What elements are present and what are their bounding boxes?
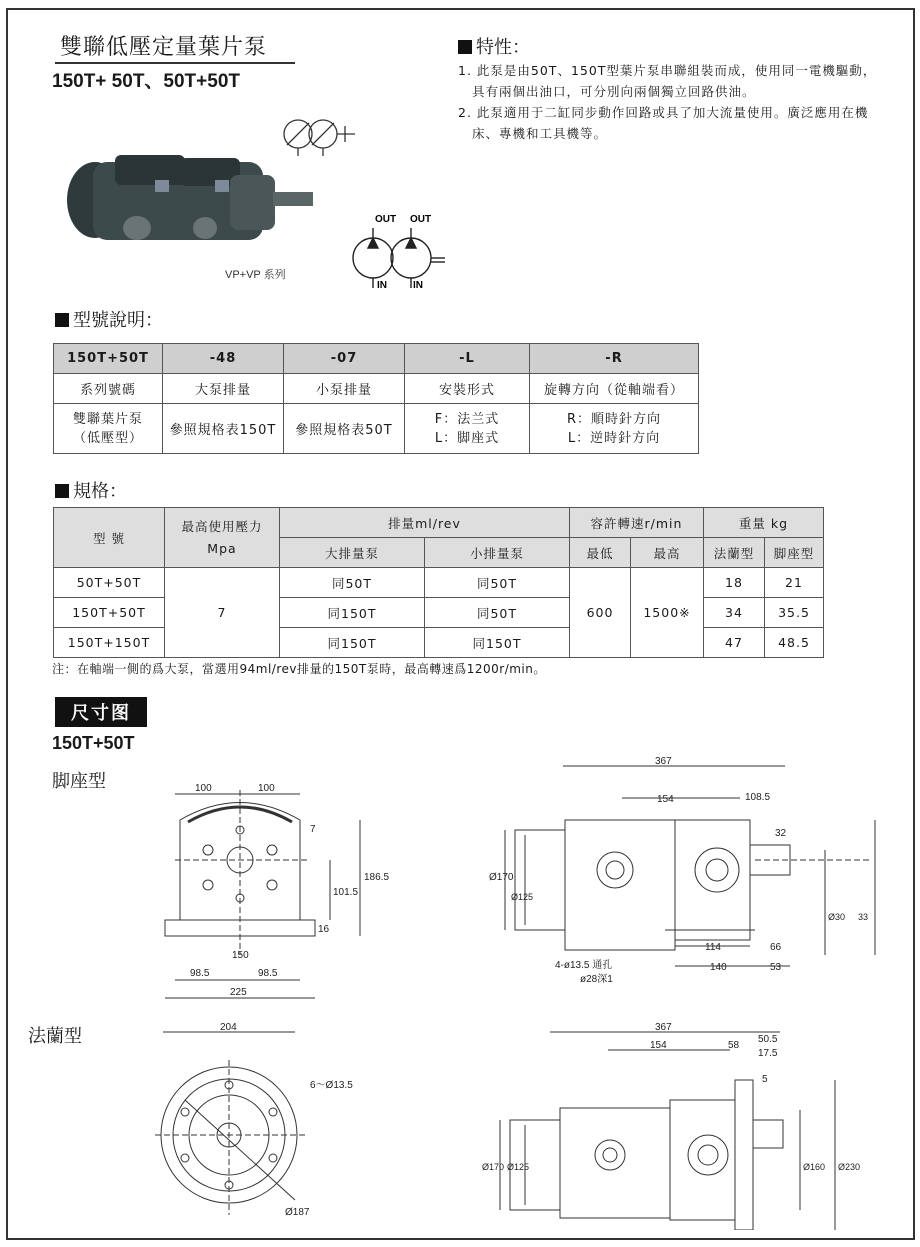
title-underline <box>55 62 295 64</box>
pump-body <box>67 155 313 240</box>
table-row: 50T+50T 7 同50T 同50T 600 1500※ 18 21 <box>54 568 824 598</box>
model-desc: R：順時針方向 L：逆時針方向 <box>530 404 699 454</box>
dim-label: 154 <box>650 1040 667 1051</box>
double-pump-symbol-icon <box>353 228 445 288</box>
dim-label: 367 <box>655 1022 672 1033</box>
dim-label: 100 <box>258 783 275 794</box>
dim-label: 16 <box>318 924 330 935</box>
features-heading: 特性： <box>458 33 530 59</box>
dim-label: Ø230 <box>838 1162 861 1172</box>
product-title-cn: 雙聯低壓定量葉片泵 <box>60 35 268 60</box>
dim-label: 186.5 <box>364 872 390 883</box>
spec-speed-max: 1500※ <box>631 568 704 658</box>
model-code: -07 <box>284 344 405 374</box>
model-code: -R <box>530 344 699 374</box>
foot-front-drawing <box>150 780 390 1010</box>
pump-symbol-small-icon <box>284 120 355 156</box>
spec-subheader: 大排量泵 <box>280 538 425 568</box>
symbol-in-2: IN <box>413 280 423 291</box>
dim-label: Ø170 <box>482 1162 505 1172</box>
photo-caption: VP+VP 系列 <box>225 269 286 281</box>
dimension-label: 尺寸图 <box>55 697 147 727</box>
dim-label: 98.5 <box>190 968 210 979</box>
dim-label: 98.5 <box>258 968 278 979</box>
model-name: 大泵排量 <box>163 374 284 404</box>
symbol-in-1: IN <box>377 280 387 291</box>
bullet-square-icon <box>55 313 69 327</box>
feature-item: 1. 此泵是由50T、150T型葉片泵串聯組裝而成，使用同一電機驅動，具有兩個出油口，可分別向兩個獨立回路供油。 <box>458 63 877 99</box>
foot-side-drawing <box>485 750 895 990</box>
dim-label: Ø125 <box>511 892 534 902</box>
dim-label: Ø160 <box>803 1162 826 1172</box>
bullet-square-icon <box>55 484 69 498</box>
symbol-out-1: OUT <box>375 214 397 225</box>
dim-label: 6～Ø13.5 <box>310 1080 353 1091</box>
dim-label: 50.5 <box>758 1034 778 1045</box>
dim-label: 150 <box>232 950 249 961</box>
dim-label: 58 <box>728 1040 740 1051</box>
model-desc: F：法兰式 L：脚座式 <box>405 404 530 454</box>
spec-header: 型 號 <box>54 508 165 568</box>
dim-label: 32 <box>775 828 787 839</box>
spec-heading: 規格： <box>55 477 127 503</box>
model-code: -L <box>405 344 530 374</box>
dim-label: ø28深1 <box>580 974 613 985</box>
dim-label: 204 <box>220 1022 237 1033</box>
dim-label: 108.5 <box>745 792 771 803</box>
dim-label: 114 <box>705 942 721 953</box>
spec-subheader: 法蘭型 <box>704 538 765 568</box>
bullet-square-icon <box>458 40 472 54</box>
spec-header: 排量ml/rev <box>280 508 570 538</box>
spec-speed-min: 600 <box>570 568 631 658</box>
spec-header: 容許轉速r/min <box>570 508 704 538</box>
feature-item: 2. 此泵適用于二缸同步動作回路或具了加大流量使用。廣泛應用在機床、專機和工具機等。 <box>458 105 869 141</box>
features-list <box>458 60 878 144</box>
dim-label: 7 <box>310 824 316 835</box>
model-desc: 參照規格表150T <box>163 404 284 454</box>
pump-photo <box>55 100 475 300</box>
dim-label: 66 <box>770 942 782 953</box>
dim-label: 367 <box>655 756 672 767</box>
dim-label: 17.5 <box>758 1048 778 1059</box>
model-name: 系列號碼 <box>54 374 163 404</box>
dim-label: Ø170 <box>489 872 514 883</box>
model-heading: 型號說明： <box>55 306 163 332</box>
spec-subheader: 最高 <box>631 538 704 568</box>
flange-type-label: 法蘭型 <box>28 1026 82 1047</box>
table-row: 150T+150T 同150T 同150T 47 48.5 <box>54 628 824 658</box>
dim-label: 154 <box>657 794 674 805</box>
dim-label: 4-ø13.5 通孔 <box>555 960 613 971</box>
spec-table <box>53 507 824 658</box>
spec-header: 重量 kg <box>704 508 824 538</box>
dim-label: Ø187 <box>285 1207 310 1218</box>
spec-subheader: 小排量泵 <box>425 538 570 568</box>
spec-subheader: 最低 <box>570 538 631 568</box>
dim-label: 53 <box>770 962 782 973</box>
model-code: 150T+50T <box>54 344 163 374</box>
dim-label: 5 <box>762 1074 768 1085</box>
dim-label: 225 <box>230 987 247 998</box>
model-name: 安裝形式 <box>405 374 530 404</box>
spec-header: 最高使用壓力 Mpa <box>165 508 280 568</box>
dim-label: 33 <box>858 912 869 922</box>
symbol-out-2: OUT <box>410 214 432 225</box>
dim-label: Ø30 <box>828 912 846 922</box>
spec-note: 注：在軸端一側的爲大泵，當選用94ml/rev排量的150T泵時，最高轉速爲1200r/min。 <box>52 662 546 676</box>
dim-label: 140 <box>710 962 727 973</box>
model-desc: 雙聯葉片泵 （低壓型） <box>54 404 163 454</box>
spec-pressure: 7 <box>165 568 280 658</box>
foot-type-label: 脚座型 <box>52 771 106 792</box>
dimension-model-title: 150T+50T <box>52 733 135 753</box>
model-table <box>53 343 699 454</box>
model-desc: 參照規格表50T <box>284 404 405 454</box>
flange-side-drawing <box>470 1020 890 1230</box>
dim-label: Ø125 <box>507 1162 530 1172</box>
model-name: 旋轉方向（從軸端看） <box>530 374 699 404</box>
dim-label: 100 <box>195 783 212 794</box>
spec-subheader: 脚座型 <box>765 538 824 568</box>
product-title-en: 150T+ 50T、50T+50T <box>52 71 240 92</box>
model-name: 小泵排量 <box>284 374 405 404</box>
model-code: -48 <box>163 344 284 374</box>
dim-label: 101.5 <box>333 887 359 898</box>
flange-front-drawing <box>145 1020 365 1230</box>
table-row: 150T+50T 同150T 同50T 34 35.5 <box>54 598 824 628</box>
